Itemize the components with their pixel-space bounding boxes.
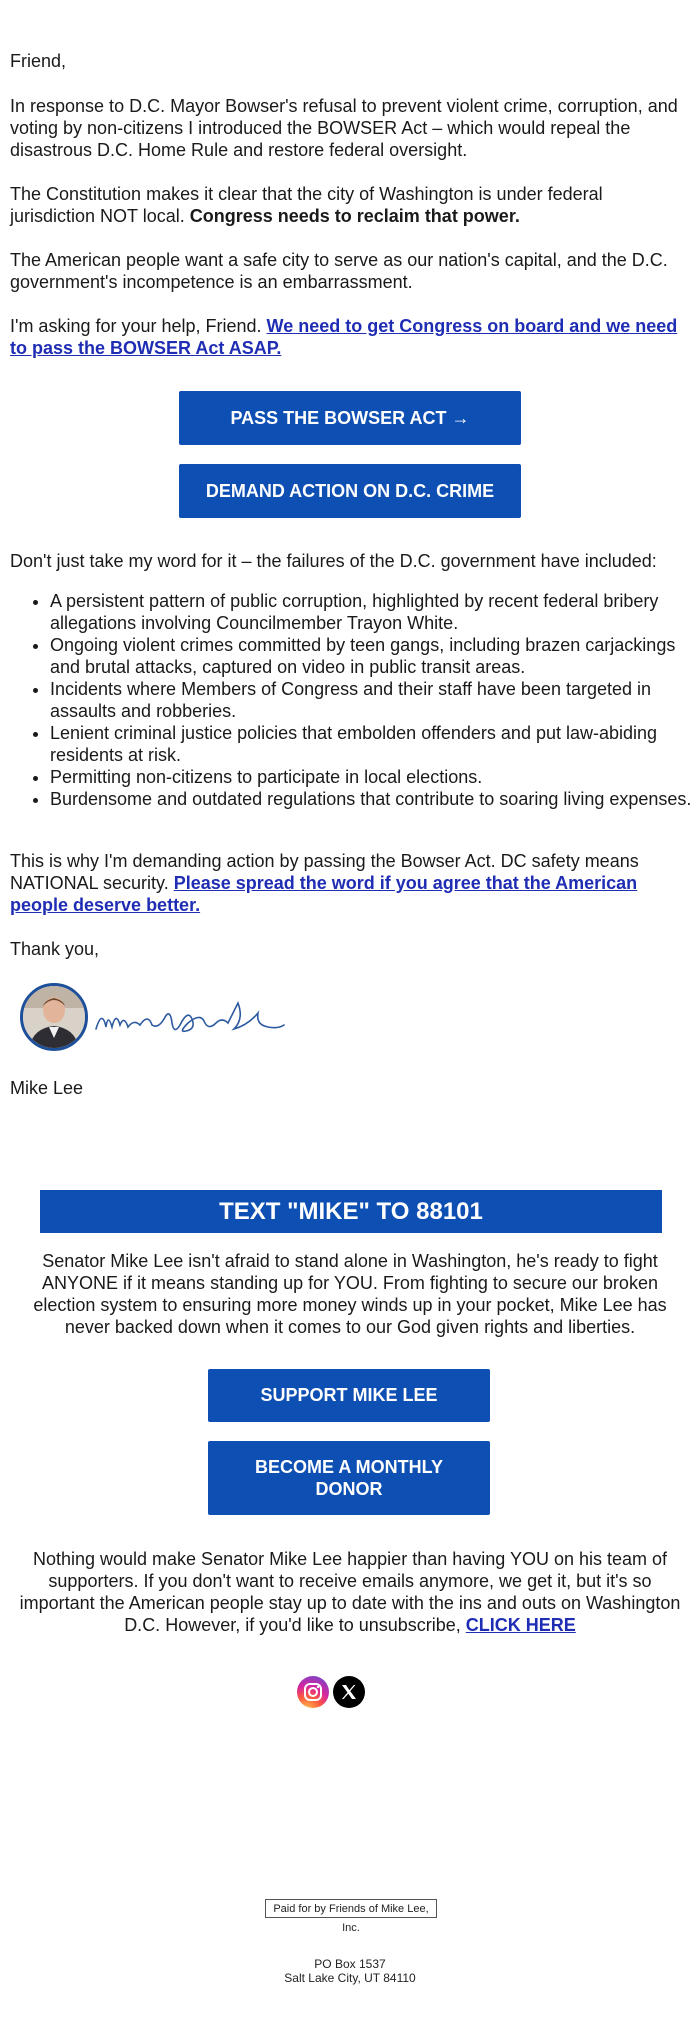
- spread-the-word-link[interactable]: Please spread the word if you agree that the American people deserve better.: [10, 873, 638, 915]
- unsubscribe-paragraph: [14, 1548, 686, 1636]
- constitution-text: The Constitution makes it clear that the city of Washington is under federal jurisdiction NOT local.: [10, 184, 603, 226]
- demanding-action-text: This is why I'm demanding action by passing the Bowser Act. DC safety means NATIONAL security.: [10, 851, 639, 893]
- list-item: • Ongoing violent crimes committed by teen gangs, including brazen carjackings and brutal attacks, captured on video in public transit areas.: [50, 634, 700, 678]
- failures-intro: Don't just take my word for it – the failures of the D.C. government have included:: [10, 551, 657, 571]
- x-icon[interactable]: [333, 1676, 365, 1708]
- list-item: • A persistent pattern of public corruption, highlighted by recent federal bribery allegations involving Councilmember Trayon White.: [50, 590, 700, 634]
- demand-action-button[interactable]: DEMAND ACTION ON D.C. CRIME: [179, 464, 521, 518]
- address-line-2: Salt Lake City, UT 84110: [284, 1971, 416, 1985]
- list-item: • Permitting non-citizens to participate in local elections.: [50, 766, 700, 788]
- closing: Thank you,: [10, 939, 100, 959]
- signature-block: [20, 983, 300, 1055]
- paragraph-safe-city: The American people want a safe city to serve as our nation's capital, and the D.C. government's incompetence is an embarrassment.: [10, 250, 668, 292]
- become-monthly-donor-button[interactable]: BECOME A MONTHLY DONOR: [208, 1441, 490, 1515]
- about-mike-lee: Senator Mike Lee isn't afraid to stand alone in Washington, he's ready to fight ANYONE if it means standing up for YOU. From fighting to secure our broken election system to ensuring more money winds up in your pocket, Mike Lee has never backed down when it comes to our God given rights and liberties.: [33, 1251, 667, 1337]
- list-item: • Incidents where Members of Congress and their staff have been targeted in assaults and robberies.: [50, 678, 700, 722]
- pass-bowser-act-link[interactable]: We need to get Congress on board and we need to pass the BOWSER Act ASAP.: [10, 316, 678, 358]
- ask-help-text: I'm asking for your help, Friend.: [10, 316, 267, 336]
- list-item: • Lenient criminal justice policies that embolden offenders and put law-abiding residents at risk.: [50, 722, 700, 766]
- unsubscribe-text: Nothing would make Senator Mike Lee happier than having YOU on his team of supporters. If you don't want to receive emails anymore, we get it, but it's so important the American people stay up to date with the ins and outs on Washington D.C. However, if you'd like to unsubscribe,: [19, 1549, 681, 1635]
- congress-reclaim-text: Congress needs to reclaim that power.: [189, 206, 520, 226]
- address-line-1: PO Box 1537: [314, 1957, 386, 1971]
- paragraph-bowser-act: In response to D.C. Mayor Bowser's refusal to prevent violent crime, corruption, and voting by non-citizens I introduced the BOWSER Act – which would repeal the disastrous D.C. Home Rule and restore federal oversight.: [10, 96, 678, 160]
- support-mike-lee-button[interactable]: SUPPORT MIKE LEE: [208, 1369, 490, 1422]
- instagram-icon[interactable]: [297, 1676, 329, 1708]
- signature-graphic: [88, 989, 288, 1049]
- signer-name: Mike Lee: [10, 1078, 84, 1098]
- paragraph-demanding-action: [10, 850, 660, 916]
- list-item: • Burdensome and outdated regulations that contribute to soaring living expenses.: [50, 788, 700, 810]
- greeting: Friend,: [10, 51, 67, 71]
- failures-list: [10, 590, 700, 810]
- paid-for-disclaimer: Paid for by Friends of Mike Lee, Inc.: [265, 1899, 437, 1918]
- avatar: [20, 983, 88, 1051]
- unsubscribe-link[interactable]: CLICK HERE: [465, 1615, 576, 1635]
- paragraph-ask-help: [10, 315, 690, 359]
- paragraph-constitution: [10, 183, 680, 227]
- text-mike-banner[interactable]: TEXT "MIKE" TO 88101: [40, 1190, 662, 1233]
- pass-bowser-act-button[interactable]: PASS THE BOWSER ACT →: [179, 391, 521, 445]
